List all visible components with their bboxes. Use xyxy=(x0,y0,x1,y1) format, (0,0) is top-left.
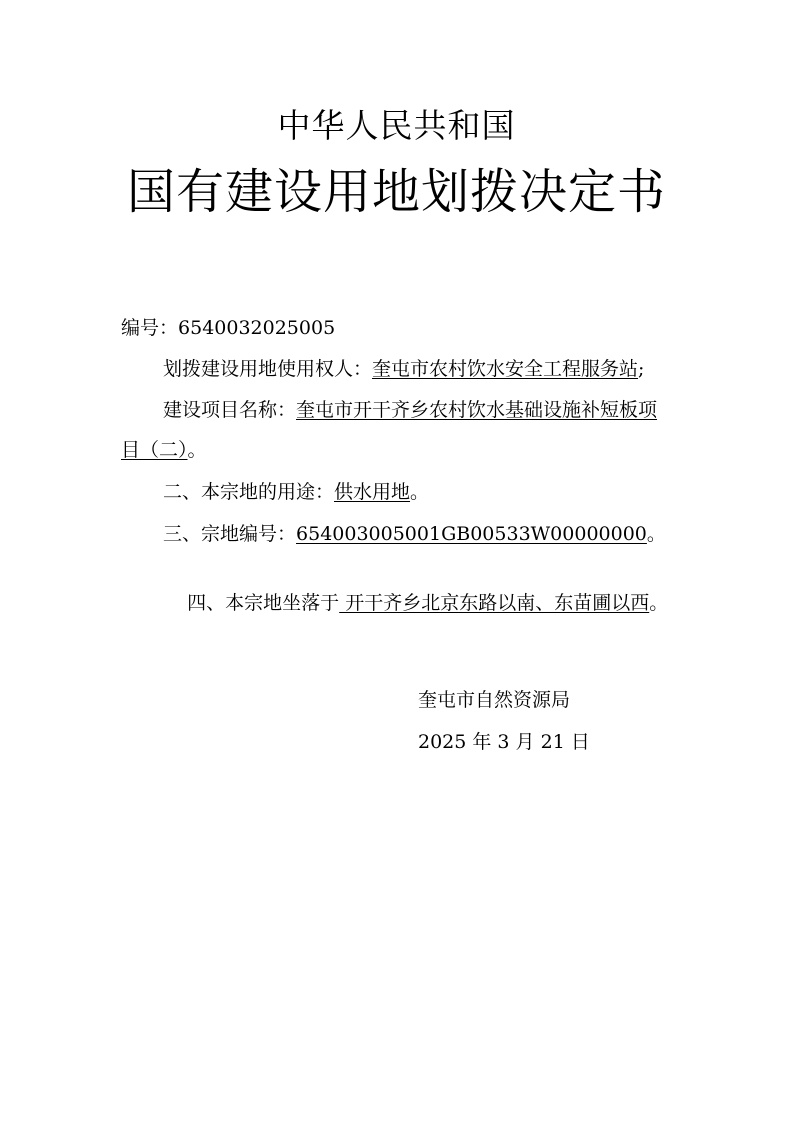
location-end: 。 xyxy=(649,592,669,614)
land-use-label: 二、本宗地的用途： xyxy=(163,481,335,503)
project-name-line xyxy=(163,396,657,424)
parcel-number-end: 。 xyxy=(646,523,666,545)
location-line xyxy=(163,561,668,645)
land-holder-value: 奎屯市农村饮水安全工程服务站 xyxy=(372,358,639,380)
land-use-line xyxy=(163,478,429,506)
project-name-line-2 xyxy=(121,436,207,464)
project-name-label: 建设项目名称： xyxy=(163,399,297,421)
location-label: 四、本宗地坐落于 xyxy=(187,592,340,614)
issue-date: 2025 年 3 月 21 日 xyxy=(418,731,590,753)
parcel-number-line xyxy=(163,520,666,548)
project-name-end: 。 xyxy=(187,439,207,461)
project-name-value-1: 奎屯市开干齐乡农村饮水基础设施补短板项 xyxy=(296,399,658,421)
parcel-number-value: 654003005001GB00533W00000000 xyxy=(296,523,647,545)
land-holder-label: 划拨建设用地使用权人： xyxy=(163,358,373,380)
land-use-value: 供水用地 xyxy=(334,481,411,503)
title-country: 中华人民共和国 xyxy=(277,106,516,145)
land-holder-end: ; xyxy=(638,358,645,380)
land-use-end: 。 xyxy=(410,481,430,503)
location-value: 开干齐乡北京东路以南、东苗圃以西 xyxy=(339,592,650,614)
issuing-authority: 奎屯市自然资源局 xyxy=(418,689,571,711)
document-number-label: 编号： xyxy=(121,317,179,339)
document-number-line xyxy=(121,314,335,342)
document-number-value: 6540032025005 xyxy=(178,317,336,339)
title-document: 国有建设用地划拨决定书 xyxy=(126,164,666,220)
project-name-value-2: 目（二） xyxy=(121,439,188,461)
land-holder-line xyxy=(163,355,644,383)
parcel-number-label: 三、宗地编号： xyxy=(163,523,297,545)
